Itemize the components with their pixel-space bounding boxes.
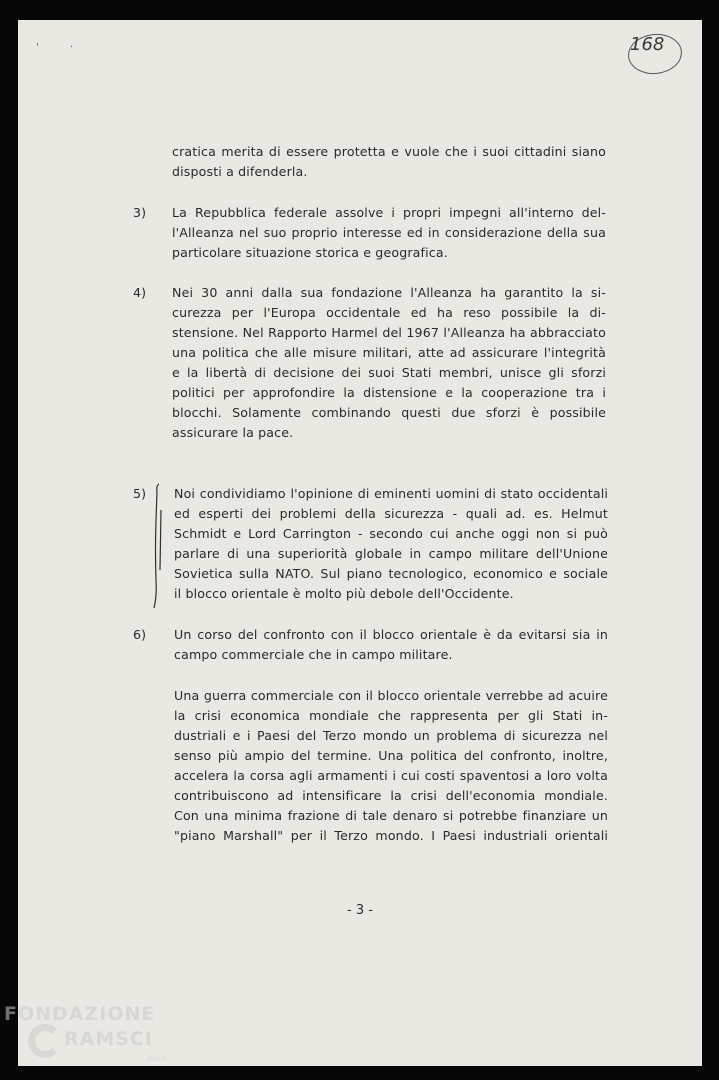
- text-line: "piano Marshall" per il Terzo mondo. I Paesi industriali orientali: [174, 828, 608, 843]
- text-line: assicurare la pace.: [172, 425, 294, 440]
- watermark-text: RAMSCI: [64, 1028, 153, 1050]
- text-line: Sovietica sulla NATO. Sul piano tecnologico, economico e sociale: [174, 566, 608, 581]
- fondazione-gramsci-watermark: [0, 1000, 200, 1080]
- item-number: 4): [133, 285, 147, 300]
- text-line: stensione. Nel Rapporto Harmel del 1967 l'Alleanza ha abbracciato: [172, 325, 606, 340]
- text-line: dustriali e i Paesi del Terzo mondo un problema di sicurezza nel: [174, 728, 608, 743]
- text-line: una politica che alle misure militari, atte ad assicurare l'integrità: [172, 345, 606, 360]
- text-line: Noi condividiamo l'opinione di eminenti uomini di stato occidentali: [174, 486, 608, 501]
- watermark-subtext: onlus: [146, 1054, 168, 1063]
- item-number: 5): [133, 486, 147, 501]
- text-line: senso più ampio del termine. Una politica del confronto, inoltre,: [174, 748, 608, 763]
- text-line: Un corso del confronto con il blocco orientale è da evitarsi sia in: [174, 627, 608, 642]
- scan-mark: ·: [70, 42, 74, 53]
- scan-mark: ': [36, 42, 39, 53]
- text-line: cratica merita di essere protetta e vuole che i suoi cittadini siano: [172, 144, 606, 159]
- text-line: blocchi. Solamente combinando questi due sforzi è possibile: [172, 405, 606, 420]
- text-line: il blocco orientale è molto più debole dell'Occidente.: [174, 586, 514, 601]
- text-line: l'Alleanza nel suo proprio interesse ed in considerazione della sua: [172, 225, 606, 240]
- text-line: Una guerra commerciale con il blocco orientale verrebbe ad acuire: [174, 688, 608, 703]
- text-line: ed esperti dei problemi della sicurezza - quali ad. es. Helmut: [174, 506, 608, 521]
- text-line: la crisi economica mondiale che rappresenta per gli Stati in-: [174, 708, 608, 723]
- page-number: - 3 -: [347, 903, 373, 918]
- text-line: contribuiscono ad intensificare la crisi dell'economia mondiale.: [174, 788, 608, 803]
- text-line: Schmidt e Lord Carrington - secondo cui anche oggi non si può: [174, 526, 608, 541]
- item-number: 6): [133, 627, 147, 642]
- text-line: particolare situazione storica e geografica.: [172, 245, 448, 260]
- handwritten-margin-bracket: [150, 480, 168, 614]
- document-page: [18, 20, 702, 1066]
- text-line: e la libertà di decisione dei suoi Stati membri, unisce gli sforzi: [172, 365, 606, 380]
- watermark-text: FONDAZIONE: [4, 1003, 156, 1025]
- item-number: 3): [133, 205, 147, 220]
- text-line: campo commerciale che in campo militare.: [174, 647, 453, 662]
- text-line: Nei 30 anni dalla sua fondazione l'Alleanza ha garantito la si-: [172, 285, 606, 300]
- text-line: curezza per l'Europa occidentale ed ha reso possibile la di-: [172, 305, 606, 320]
- text-line: accelera la corsa agli armamenti i cui costi spaventosi a loro volta: [174, 768, 608, 783]
- text-line: La Repubblica federale assolve i propri impegni all'interno del-: [172, 205, 606, 220]
- text-line: politici per approfondire la distensione e la cooperazione tra i: [172, 385, 606, 400]
- archive-number: 168: [630, 34, 665, 55]
- text-line: parlare di una superiorità globale in campo militare dell'Unione: [174, 546, 608, 561]
- text-line: disposti a difenderla.: [172, 164, 308, 179]
- text-line: Con una minima frazione di tale denaro si potrebbe finanziare un: [174, 808, 608, 823]
- gramsci-g-logo-icon: [28, 1024, 62, 1058]
